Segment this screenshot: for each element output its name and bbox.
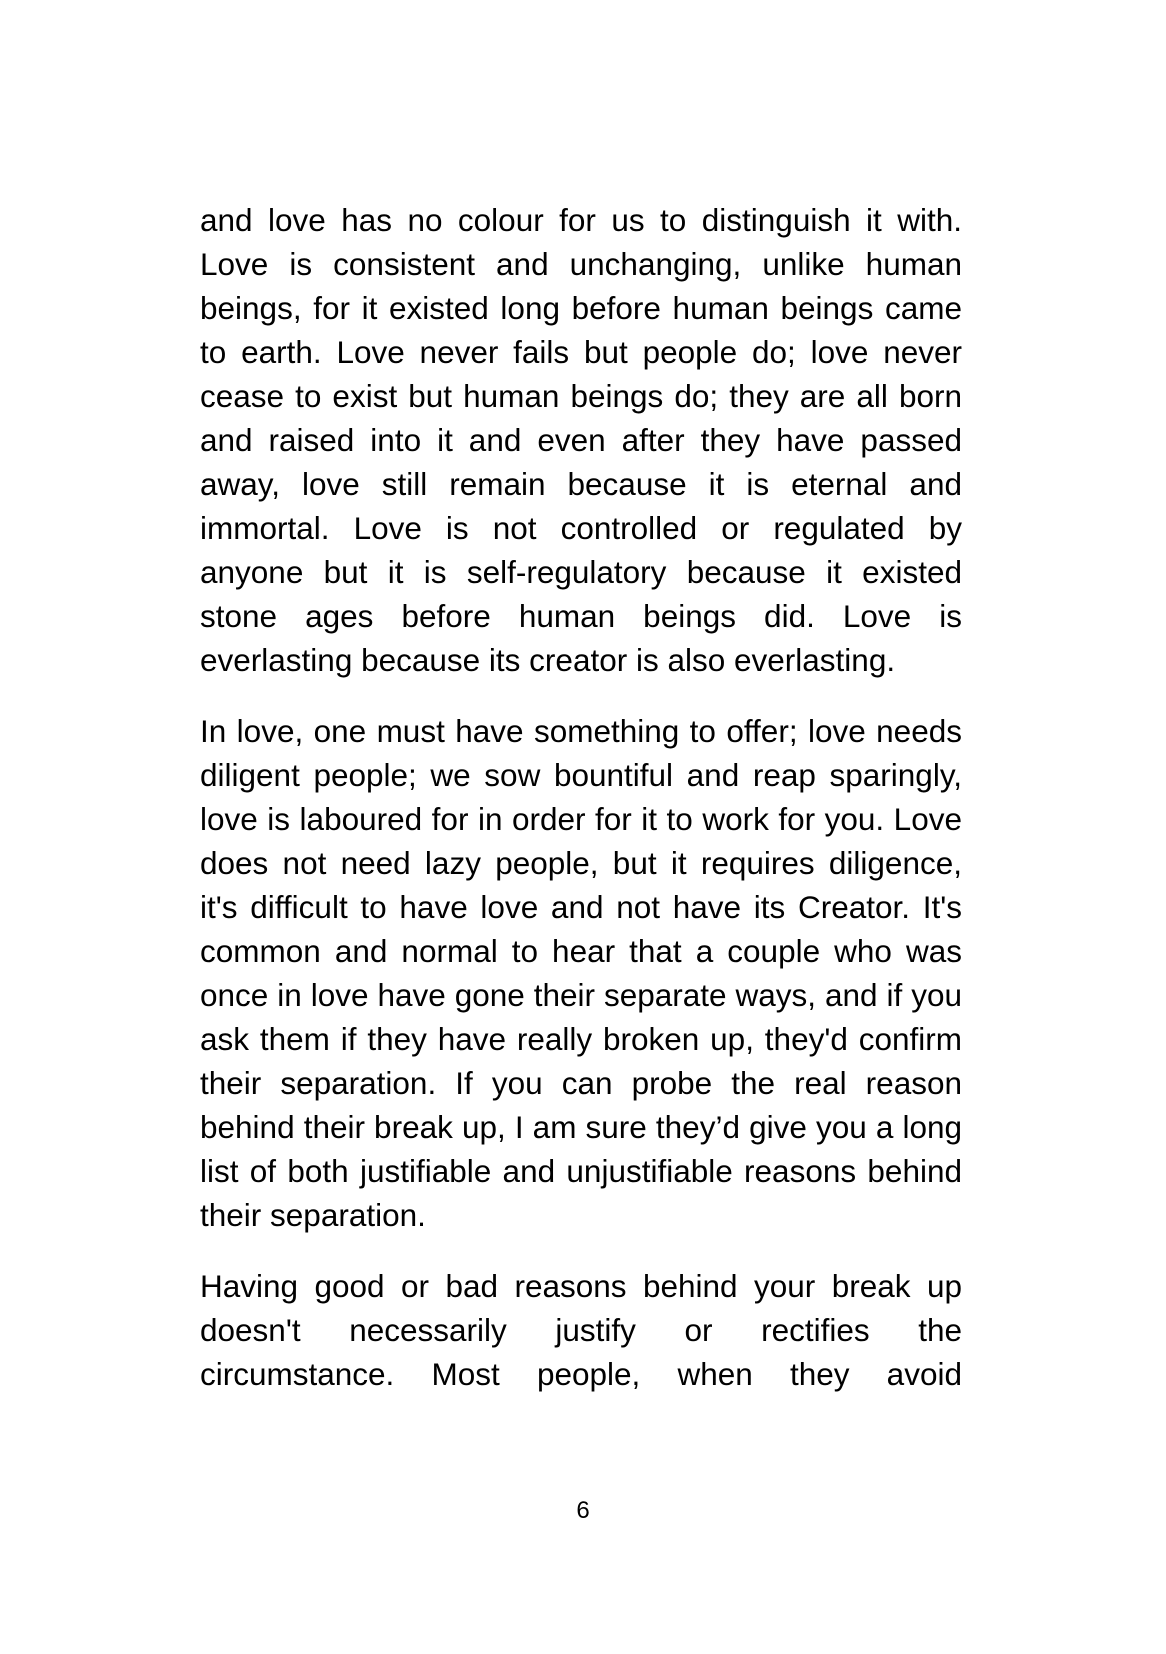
paragraph-2: In love, one must have something to offer; love needs diligent people; we sow bountiful and reap sparingly, love is laboured for in order for it to work for you. Love does not need lazy people, but it requires diligence, it's difficult to have love and not have its Creator. It's common and normal to hear that a couple who was once in love have gone their separate ways, and if you ask them if they have really broken up, they'd confirm their separation. If you can probe the real reason behind their break up, I am sure they’d give you a long list of both justifiable and unjustifiable reasons behind their separation. xyxy=(200,713,962,1233)
paragraph-3: Having good or bad reasons behind your break up doesn't necessarily justify or rectifies the circumstance. Most people, when they avoid xyxy=(200,1268,962,1392)
body-text xyxy=(200,198,962,1396)
paragraph-1: and love has no colour for us to distinguish it with. Love is consistent and unchanging, unlike human beings, for it existed long before human beings came to earth. Love never fails but people do; love never cease to exist but human beings do; they are all born and raised into it and even after they have passed away, love still remain because it is eternal and immortal. Love is not controlled or regulated by anyone but it is self-regulatory because it existed stone ages before human beings did. Love is everlasting because its creator is also everlasting. xyxy=(200,202,962,678)
page-number: 6 xyxy=(576,1497,590,1524)
